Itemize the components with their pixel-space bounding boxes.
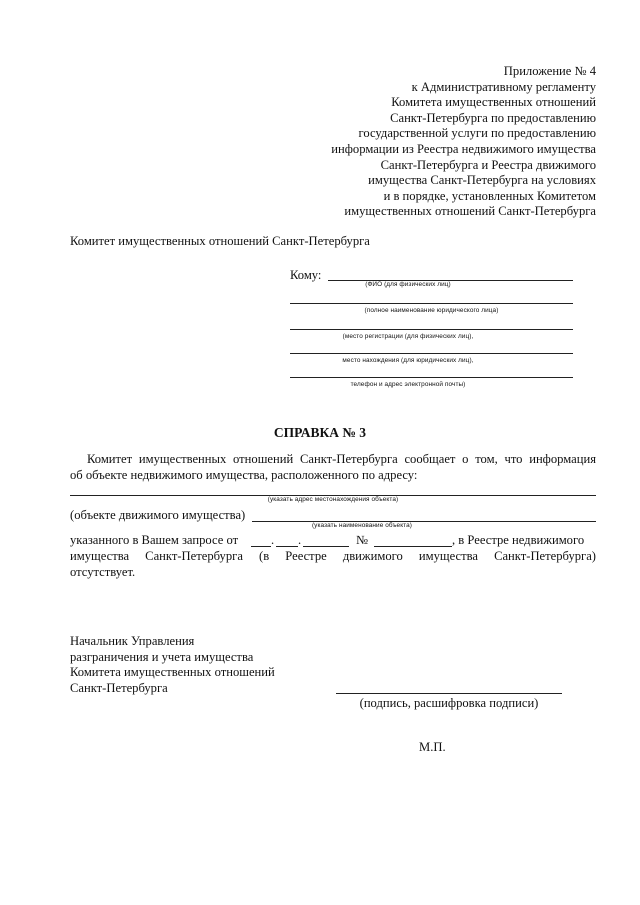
signatory-line: Комитета имущественных отношений <box>70 665 275 680</box>
object-name-caption: (указать наименование объекта) <box>311 522 413 529</box>
appendix-block <box>276 64 596 220</box>
recipient-caption-registration: (место регистрации (для физических лиц), <box>342 333 474 340</box>
recipient-label: Кому: <box>290 268 322 282</box>
recipient-location-field[interactable] <box>290 353 573 354</box>
movable-property-label: (объекте движимого имущества) <box>70 508 246 522</box>
appendix-line: государственной услуги по предоставлению <box>358 126 596 141</box>
appendix-line: информации из Реестра недвижимого имущества <box>331 141 596 156</box>
recipient-legal-name-field[interactable] <box>290 303 573 304</box>
signatory-line: разграничения и учета имущества <box>70 649 254 664</box>
request-number-field[interactable] <box>374 546 452 547</box>
appendix-line: Комитета имущественных отношений <box>391 95 596 110</box>
address-caption: (указать адрес местонахождения объекта) <box>267 496 399 503</box>
appendix-line: к Административному регламенту <box>411 79 596 94</box>
appendix-line: Санкт-Петербурга по предоставлению <box>390 110 596 125</box>
stamp-place: М.П. <box>419 740 446 754</box>
request-number-sign: № <box>356 533 369 547</box>
request-year-field[interactable] <box>303 546 349 547</box>
signature-field[interactable] <box>336 693 562 694</box>
signatory-line: Санкт-Петербурга <box>70 680 168 695</box>
recipient-caption-location: место нахождения (для юридических лиц), <box>342 357 474 364</box>
request-text-start: указанного в Вашем запросе от <box>70 533 239 547</box>
recipient-caption-fio: (ФИО (для физических лиц) <box>365 281 451 288</box>
document-title: СПРАВКА № 3 <box>273 425 367 440</box>
recipient-caption-contact: телефон и адрес электронной почты) <box>350 381 466 388</box>
body-line-2: об объекте недвижимого имущества, расположенного по адресу: <box>70 468 418 482</box>
request-month-field[interactable] <box>276 546 298 547</box>
request-text-end: , в Реестре недвижимого <box>452 533 585 547</box>
appendix-line: и в порядке, установленных Комитетом <box>383 188 596 203</box>
body-line-4: имущества Санкт-Петербурга (в Реестре движимого имущества Санкт-Петербурга) <box>70 549 596 563</box>
issuer-name: Комитет имущественных отношений Санкт-Петербурга <box>70 234 370 248</box>
recipient-contact-field[interactable] <box>290 377 573 378</box>
date-separator: . <box>298 533 302 547</box>
signature-caption: (подпись, расшифровка подписи) <box>359 696 539 710</box>
appendix-line: имущества Санкт-Петербурга на условиях <box>368 173 596 188</box>
request-day-field[interactable] <box>251 546 271 547</box>
signatory-block <box>70 634 275 696</box>
appendix-line: имущественных отношений Санкт-Петербурга <box>344 204 596 219</box>
date-separator: . <box>271 533 275 547</box>
recipient-caption-legal-name: (полное наименование юридического лица) <box>364 307 499 314</box>
body-line-1: Комитет имущественных отношений Санкт-Петербурга сообщает о том, что информация <box>87 452 596 466</box>
body-line-5: отсутствует. <box>70 565 136 579</box>
appendix-line: Приложение № 4 <box>503 64 596 78</box>
appendix-line: Санкт-Петербурга и Реестра движимого <box>380 157 596 172</box>
recipient-registration-field[interactable] <box>290 329 573 330</box>
signatory-line: Начальник Управления <box>70 634 195 648</box>
